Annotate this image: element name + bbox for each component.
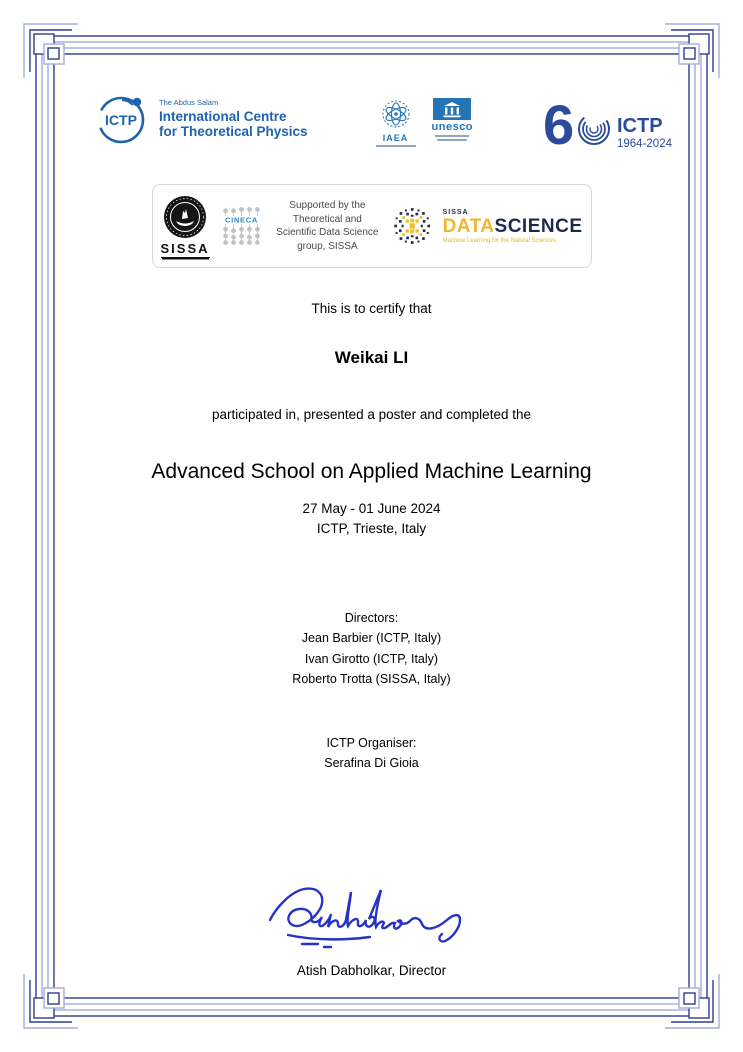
ictp-circle-icon bbox=[92, 90, 150, 148]
ictp-60th-anniversary-logo bbox=[541, 96, 673, 159]
signature-block bbox=[264, 878, 480, 978]
ictp-line1: The Abdus Salam bbox=[159, 97, 219, 107]
un-agency-logos bbox=[376, 98, 474, 147]
event-location: ICTP, Trieste, Italy bbox=[316, 520, 427, 536]
header-logos bbox=[56, 56, 687, 159]
certify-line: This is to certify that bbox=[311, 301, 432, 316]
director-name: Ivan Girotto (ICTP, Italy) bbox=[304, 651, 439, 666]
svg-text:1964-2024: 1964-2024 bbox=[616, 138, 672, 150]
sissa-logo bbox=[161, 194, 210, 258]
svg-text:ICTP: ICTP bbox=[616, 115, 663, 137]
supported-by-text bbox=[273, 199, 383, 253]
organiser-heading: ICTP Organiser: bbox=[326, 736, 417, 751]
iaea-label: IAEA bbox=[382, 133, 409, 143]
datascience-word-science: SCIENCE bbox=[494, 215, 583, 237]
iaea-atom-icon bbox=[378, 98, 414, 132]
iaea-logo bbox=[376, 98, 416, 147]
datascience-tagline: Machine Learning for the Natural Sciences bbox=[442, 237, 556, 244]
date-range: 27 May - 01 June 2024 bbox=[302, 501, 441, 516]
supported-line-2: Scientific Data Science group, SISSA bbox=[276, 227, 379, 252]
anniversary-svg bbox=[541, 96, 673, 154]
svg-text:6: 6 bbox=[542, 96, 575, 154]
certificate-content bbox=[56, 56, 687, 996]
course-title: Advanced School on Applied Machine Learning bbox=[151, 460, 592, 483]
datascience-word-data: DATA bbox=[442, 215, 495, 237]
unesco-temple-icon bbox=[433, 98, 471, 120]
unesco-logo bbox=[432, 98, 474, 141]
organiser-name: Serafina Di Gioia bbox=[324, 756, 419, 771]
datascience-title bbox=[443, 217, 583, 236]
svg-text:ICTP: ICTP bbox=[105, 112, 137, 128]
directors-heading: Directors: bbox=[344, 611, 399, 626]
datascience-org-label: SISSA bbox=[442, 208, 469, 216]
director-name: Roberto Trotta (SISSA, Italy) bbox=[292, 671, 451, 686]
svg-text:CINECA: CINECA bbox=[224, 215, 258, 225]
zero-concentric-rings bbox=[579, 114, 609, 144]
director-signature bbox=[264, 878, 480, 952]
directors-block bbox=[292, 608, 450, 689]
sissa-datascience-mark bbox=[393, 197, 431, 255]
ictp-line2: International Centre bbox=[159, 109, 287, 125]
action-line: participated in, presented a poster and completed the bbox=[212, 407, 531, 422]
sissa-label: SISSA bbox=[160, 241, 210, 256]
ictp-wordmark bbox=[159, 99, 308, 140]
unesco-label: unesco bbox=[431, 121, 474, 133]
ictp-line3: for Theoretical Physics bbox=[159, 124, 308, 140]
sponsors-banner bbox=[152, 184, 592, 268]
unesco-subtext-bar-1 bbox=[435, 135, 469, 137]
supported-line-1: Supported by the Theoretical and bbox=[289, 200, 366, 225]
sissa-datascience-wordmark bbox=[443, 209, 583, 244]
director-name: Jean Barbier (ICTP, Italy) bbox=[301, 631, 442, 646]
cineca-logo bbox=[221, 197, 262, 255]
sissa-seal-icon bbox=[162, 194, 208, 240]
signatory-name: Atish Dabholkar, Director bbox=[296, 962, 447, 978]
recipient-name: Weikai LI bbox=[334, 348, 409, 367]
iaea-subtext-bar bbox=[376, 145, 416, 147]
organiser-block bbox=[324, 733, 419, 774]
event-dates bbox=[302, 499, 440, 538]
unesco-subtext-bar-2 bbox=[437, 139, 467, 141]
ictp-logo bbox=[92, 90, 308, 148]
